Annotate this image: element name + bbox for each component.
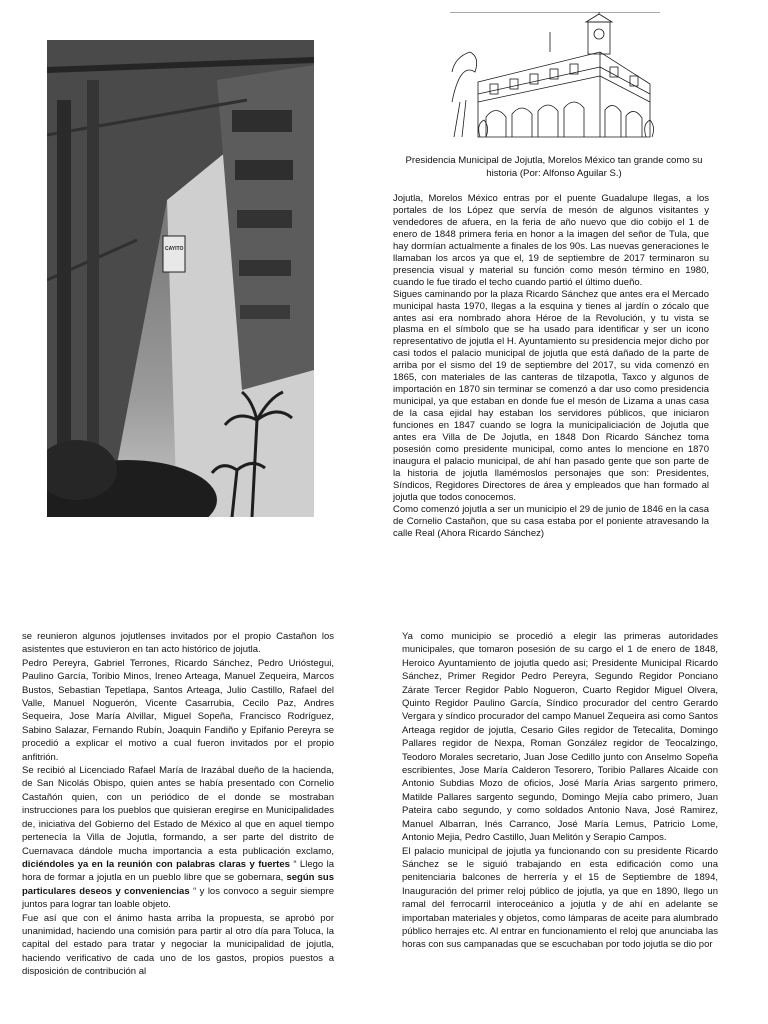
text-run: Se recibió al Licenciado Rafael María de Irazábal dueño de la hacienda, de San Nicolás Obispo, quien antes se había presentado con Cornelio Castañón quien, con un periódico de el donde se mostraban instrucciones para los pueblos que quisieran eregirse en Municipalidades de, iniciativa del Gobierno del Estado de México al que en aquel tiempo pertenecía la Villa de Jojutla, formando, a ser parte del distrito de Cuernavaca dándole mucha importancia a esta publicación exclamo, <box>22 765 334 857</box>
left-paragraph: Fue así que con el ánimo hasta arriba la propuesta, se aprobó por unanimidad, haciendo una comisión para partir al otro día para Toluca, la capital del estado para tratar y negociar la municipalidad de jojutla, haciendo verificativo de cada uno de los gastos, propios puestos a disposición de contribución al <box>22 912 334 978</box>
street-photo <box>47 40 314 517</box>
intro-paragraph: Jojutla, Morelos México entras por el puente Guadalupe llegas, a los portales de los López que servía de mesón de algunos visitantes y vendedores de afuera, en la feria de año nuevo que dio cobijo el 1 de enero de 1848 primera feria en honor a la imagen del señor de Tula, que hay dormían actualmente a finales de los 90s. Las nuevas generaciones le llamaban los arcos ya que el, 19 de septiembre de 2017 terminaron su presencia visual y material su función como mesón término en 1980, cuando le fue tirado el techo cuando partió el último dueño. <box>393 193 709 288</box>
intro-text <box>393 193 709 540</box>
street-photo-drawing <box>47 40 314 517</box>
building-sketch-drawing <box>450 12 660 142</box>
right-paragraph: Ya como municipio se procedió a elegir las primeras autoridades municipales, que tomaron posesión de su cargo el 1 de enero de 1848, Heroico Ayuntamiento de jojutla quedo asi; Presidente Municipal Ricardo Sánchez, Primer Regidor Pedro Pereyra, Segundo Regidor Ponciano Zárate Tercer Regidor Pablo Nogueron, Cuarto Regidor Miguel Olvera, Quinto Regidor Paulino García, Síndico procurador del centro Gerardo Vergara y síndico procurador del campo Manuel Zequeira asi como Santos Arteaga regidor de jojutla, Cesario Giles regidor de Tetecalita, Domingo Pallares regidor de Nexpa, Roman González regidor de Teocalzingo, Teodoro Morales secretario, Juan Jose Cedillo junto con Anselmo Sopeña escribientes, Jose María Calderon Tesorero, Toribio Pallares Alcaide con Antonio Subdias Mozo de oficios, José María Arias sargento primero, Matilde Pallares sargento segundo, Domingo Mejía cabo primero, Juan Pateira cabo segundo, y como soldados Antonio Nava, José Ramirez, Manuel Albarran, Inés Carranco, José María Lemus, Patricio Lome, Antonio Mejia, Pedro Castillo, Juan Melitón y Serapio Campos. <box>402 631 718 844</box>
image-caption: Presidencia Municipal de Jojutla, Morelos México tan grande como su historia (Por: Alfonso Aguilar S.) <box>405 155 703 179</box>
right-column <box>402 630 718 952</box>
bold-text-run: según sus particulares deseos y conveniencias <box>22 872 334 897</box>
text-run: “ Llego la hora de formar a jojutla en un pueblo libre que se gobernara, <box>22 858 334 884</box>
intro-paragraph: Sigues caminando por la plaza Ricardo Sánchez que antes era el Mercado municipal hasta 1970, llegas a la esquina y tienes al jardín o zócalo que antes asi era nombrado ahora Héroe de la Revolución, y tu vista se plasma en el símbolo que se ha usado para identificar y ser un icono representativo de jojutla el H. Ayuntamiento su presidencia mejor dicho por casi todos el palacio municipal de jojutla que está dañado de la parte de arriba por el sismo del 19 de septiembre del 2017, su vida comenzó en 1865, con materiales de las canteras de tilzapotla, Taxco y algunos de importación en 1870 sin terminar se comenzó a dar uso como presidencia municipal, ya que estaban en donde fue el mesón de Lizama a unas casa de la casa ejidal hay estaban los servidores públicos, que iniciaron funciones en 1847 cuando se logra la municipaliciación de Jojutla que antes era Villa de De Jojutla, en 1848 Don Ricardo Sánchez toma posesión como presidente municipal, como antes lo mencione en 1870 inaugura el palacio municipal, de ahí han pasado gente que son parte de la historia de jojutla llamémoslos personajes que son: Presidentes, Síndicos, Regidores Directores de área y empleados que han formado al jojutla que todos conocemos. <box>393 288 709 503</box>
bold-text-run: diciéndoles ya en la reunión con palabras claras y fuertes <box>22 858 290 870</box>
building-sketch <box>450 12 660 142</box>
street-sign-text: CAYITO <box>165 246 184 252</box>
left-paragraph-mixed <box>22 764 334 911</box>
text-run: “ y los convoco a seguir siempre juntos para lograr tan loable objeto. <box>22 885 334 911</box>
intro-paragraph: Como comenzó jojutla a ser un municipio el 29 de junio de 1846 en la casa de Cornelio Castañon, que su casa estaba por el poniente atravesando la calle Real (Ahora Ricardo Sánchez) <box>393 503 709 539</box>
left-paragraph: Pedro Pereyra, Gabriel Terrones, Ricardo Sánchez, Pedro Urióstegui, Paulino García, Toribio Minos, Ireneo Arteaga, Manuel Zequeira, Marcos Bustos, Sebastian Tepetlapa, Santos Arteaga, Julio Castillo, Rafael del Valle, Manuel Noguerón, Vicente Casarrubia, Cecilo Paz, Andres Sequeira, Jose María Alvillar, Miguel Sopeña, Francisco Rodríguez, Sabino Salazar, Fernando Rubín, Joaquin Fandiño y Epifanio Pereyra se procedió a explicar el motivo a cual fueron invitados por el propio anfitrión. <box>22 657 334 763</box>
left-column <box>22 630 334 979</box>
left-paragraph: se reunieron algunos jojutlenses invitados por el propio Castañon los asistentes que estuvieron en tan acto histórico de jojutla. <box>22 631 334 656</box>
right-paragraph: El palacio municipal de jojutla ya funcionando con su presidente Ricardo Sánchez se le siguió trabajando en esta edificación como una penitenciaria balcones de herrería y el 15 de Septiembre de 1894, Inauguración del primer reloj público de jojutla, ya que en 1890, llego un ramal del ferrocarril interoceánico a jojutla y de ahí en adelante se importaban materiales y objetos, como lámparas de aceite para alumbrado público herrajes etc. Al entrar en funcionamiento el reloj que anunciaba las horas con sus campanadas que se escuchaban por todo jojutla se dio por <box>402 845 718 951</box>
